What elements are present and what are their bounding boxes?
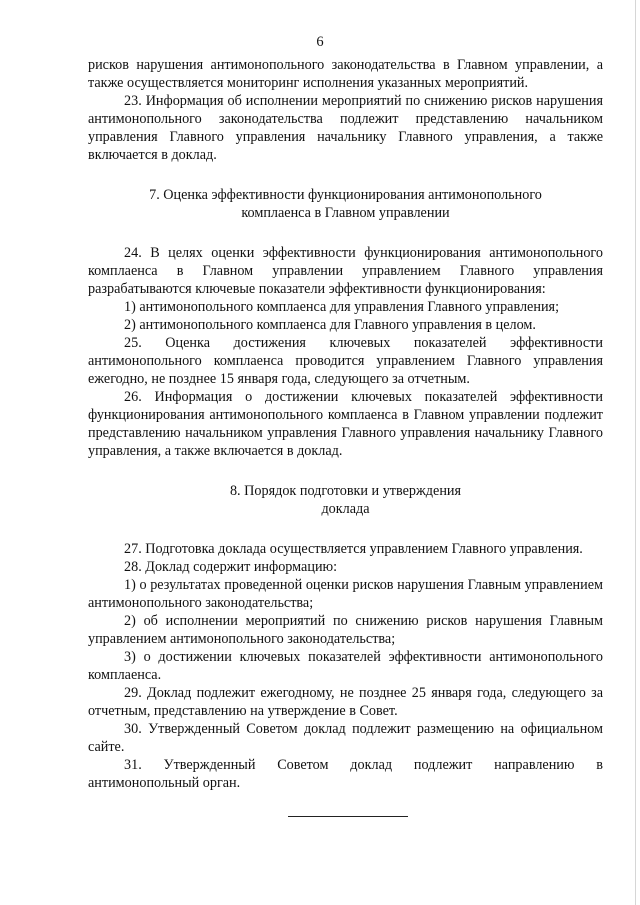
paragraph-31: 31. Утвержденный Советом доклад подлежит направлению в антимонопольный орган. [88,757,603,791]
scan-edge-line [635,0,636,905]
paragraph-23: 23. Информация об исполнении мероприятий по снижению рисков нарушения антимонопольного законодательства подлежит представлению начальником управления Главного управления начальнику Главного управления, а также включается в доклад. [88,93,603,163]
paragraph-28-item-1: 1) о результатах проведенной оценки рисков нарушения Главным управлением антимонопольного законодательства; [88,577,603,611]
closing-rule [288,816,408,817]
paragraph-25: 25. Оценка достижения ключевых показателей эффективности антимонопольного комплаенса проводится управлением Главного управления ежегодно, не позднее 15 января года, следующего за отчетным. [88,335,603,387]
spacer [88,222,603,244]
paragraph-28: 28. Доклад содержит информацию: [124,559,338,575]
paragraph-24-item-2: 2) антимонопольного комплаенса для Главного управления в целом. [124,317,536,333]
section-7-heading-line2: комплаенса в Главном управлении [241,205,450,221]
paragraph-24-item-1: 1) антимонопольного комплаенса для управления Главного управления; [124,299,560,315]
paragraph-26: 26. Информация о достижении ключевых показателей эффективности функционирования антимонопольного комплаенса в Главном управлении подлежит представлению начальником управления Главного управления начальнику Главного управления, а также включается в доклад. [88,389,603,459]
spacer [88,460,603,482]
section-7-heading-line1: 7. Оценка эффективности функционирования антимонопольного [149,187,542,203]
spacer [88,164,603,186]
page-number: 6 [316,34,324,50]
paragraph-30: 30. Утвержденный Советом доклад подлежит размещению на официальном сайте. [88,721,603,755]
paragraph-27: 27. Подготовка доклада осуществляется управлением Главного управления. [124,541,583,557]
section-8-heading-line2: доклада [321,501,370,517]
document-body [88,56,603,792]
paragraph-29: 29. Доклад подлежит ежегодному, не позднее 25 января года, следующего за отчетным, представлению на утверждение в Совет. [88,685,603,719]
paragraph-24: 24. В целях оценки эффективности функционирования антимонопольного комплаенса в Главном управлении управлением Главного управления разрабатываются ключевые показатели эффективности функционирования: [88,245,603,297]
paragraph-28-item-2: 2) об исполнении мероприятий по снижению рисков нарушения Главным управлением антимонопольного законодательства; [88,613,603,647]
section-8-heading-line1: 8. Порядок подготовки и утверждения [229,483,462,499]
paragraph-28-item-3: 3) о достижении ключевых показателей эффективности антимонопольного комплаенса. [88,649,603,683]
spacer [88,518,603,540]
paragraph-risks-continuation: рисков нарушения антимонопольного законодательства в Главном управлении, а также осуществляется мониторинг исполнения указанных мероприятий. [88,57,603,91]
